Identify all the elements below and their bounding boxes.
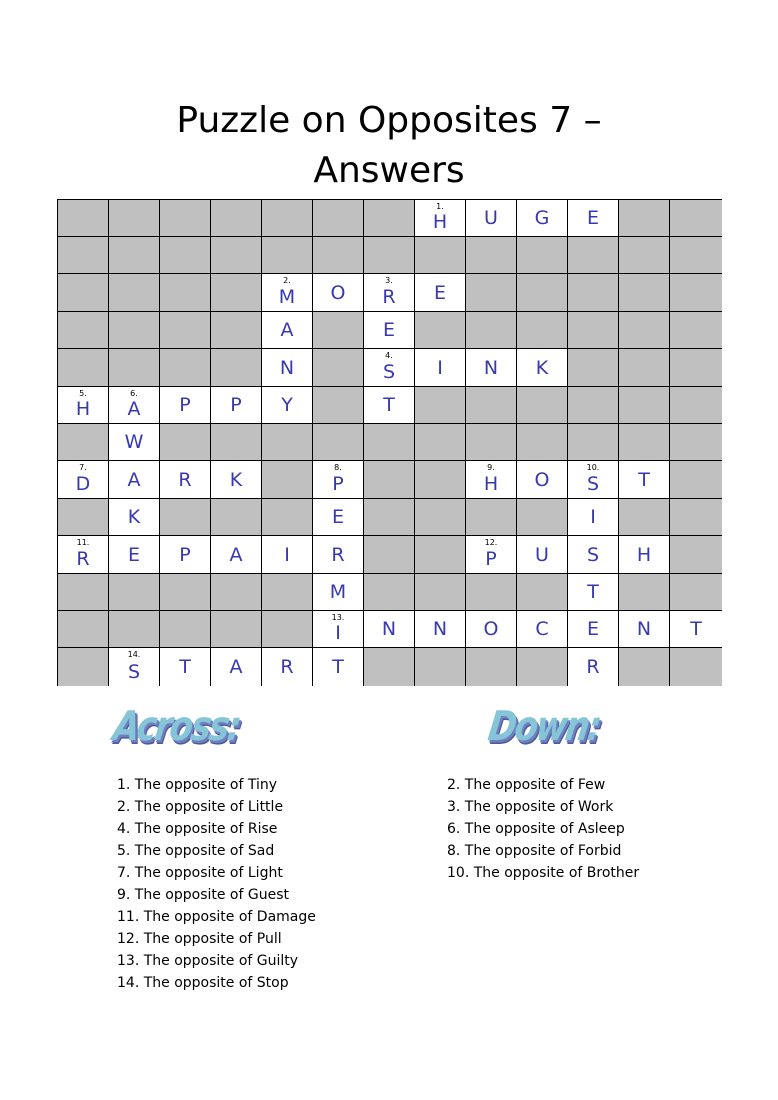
- grid-cell-open: [466, 349, 517, 387]
- grid-cell-open: [517, 536, 568, 574]
- grid-cell-open: [517, 461, 568, 499]
- answer-letter: N: [381, 618, 397, 640]
- answer-letter: I: [335, 622, 341, 644]
- answer-letter: N: [483, 356, 499, 379]
- grid-cell-blocked: [313, 424, 364, 461]
- grid-cell-blocked: [517, 387, 568, 424]
- grid-cell-blocked: [160, 574, 211, 611]
- grid-cell-blocked: [160, 200, 211, 237]
- grid-cell-open: [670, 611, 722, 648]
- answer-letter: H: [432, 211, 448, 233]
- grid-cell-blocked: [670, 387, 722, 424]
- grid-cell-open: [109, 499, 160, 536]
- answer-letter: C: [535, 618, 549, 640]
- grid-cell-blocked: [58, 237, 109, 274]
- grid-cell-open: [517, 200, 568, 237]
- grid-cell-blocked: [160, 312, 211, 349]
- grid-cell-open: [364, 274, 415, 312]
- grid-cell-open: [262, 387, 313, 424]
- grid-cell-open: [58, 387, 109, 424]
- grid-cell-blocked: [670, 349, 722, 387]
- grid-cell-blocked: [109, 611, 160, 648]
- grid-cell-open: [364, 387, 415, 424]
- grid-cell-blocked: [58, 574, 109, 611]
- grid-cell-blocked: [160, 237, 211, 274]
- answer-letter: M: [329, 581, 347, 603]
- grid-cell-blocked: [211, 424, 262, 461]
- down-clue-list: [447, 774, 639, 884]
- answer-letter: E: [382, 319, 395, 341]
- grid-cell-blocked: [670, 237, 722, 274]
- answer-letter: W: [124, 431, 144, 453]
- grid-cell-open: [109, 648, 160, 686]
- grid-cell-open: [313, 611, 364, 648]
- across-clue: 13. The opposite of Guilty: [117, 953, 299, 969]
- grid-cell-blocked: [364, 574, 415, 611]
- answer-letter: A: [229, 656, 243, 678]
- grid-cell-blocked: [517, 424, 568, 461]
- answer-letter: P: [179, 543, 191, 566]
- grid-cell-open: [466, 536, 517, 574]
- grid-cell-blocked: [109, 574, 160, 611]
- grid-cell-blocked: [619, 312, 670, 349]
- grid-cell-blocked: [568, 387, 619, 424]
- grid-cell-blocked: [109, 349, 160, 387]
- grid-cell-blocked: [364, 461, 415, 499]
- grid-cell-open: [364, 349, 415, 387]
- grid-cell-blocked: [415, 461, 466, 499]
- grid-cell-blocked: [568, 312, 619, 349]
- grid-cell-blocked: [364, 648, 415, 686]
- clue-number: 7.: [79, 463, 87, 472]
- grid-cell-blocked: [160, 274, 211, 312]
- grid-cell-open: [160, 387, 211, 424]
- grid-cell-blocked: [364, 200, 415, 237]
- grid-cell-blocked: [466, 499, 517, 536]
- answer-letter: H: [483, 473, 499, 495]
- grid-cell-open: [568, 611, 619, 648]
- answer-letter: R: [76, 548, 90, 570]
- answer-letter: T: [638, 468, 650, 491]
- grid-cell-blocked: [466, 648, 517, 686]
- answer-letter: I: [590, 506, 596, 528]
- grid-cell-open: [211, 387, 262, 424]
- grid-cell-blocked: [466, 274, 517, 312]
- answer-letter: T: [690, 618, 702, 640]
- grid-cell-open: [58, 536, 109, 574]
- grid-cell-open: [568, 648, 619, 686]
- grid-cell-open: [109, 387, 160, 424]
- grid-cell-open: [517, 611, 568, 648]
- down-clue: 10. The opposite of Brother: [447, 865, 640, 881]
- down-clue: 3. The opposite of Work: [447, 799, 614, 815]
- grid-cell-blocked: [619, 387, 670, 424]
- grid-cell-blocked: [415, 312, 466, 349]
- down-heading: Down:: [485, 703, 603, 751]
- clue-number: 10.: [586, 463, 600, 472]
- grid-cell-blocked: [160, 349, 211, 387]
- grid-cell-blocked: [364, 237, 415, 274]
- answer-letter: N: [636, 618, 652, 640]
- grid-cell-blocked: [670, 200, 722, 237]
- answer-letter: R: [280, 656, 294, 678]
- grid-cell-blocked: [262, 200, 313, 237]
- grid-cell-open: [619, 461, 670, 499]
- grid-cell-open: [313, 648, 364, 686]
- across-clue: 2. The opposite of Little: [117, 799, 284, 815]
- grid-cell-blocked: [517, 237, 568, 274]
- grid-cell-open: [466, 611, 517, 648]
- grid-cell-open: [415, 274, 466, 312]
- answer-letter: S: [382, 361, 396, 383]
- title-line-2: Answers: [313, 150, 465, 191]
- grid-cell-open: [466, 461, 517, 499]
- clue-number: 14.: [127, 650, 141, 659]
- grid-cell-blocked: [517, 499, 568, 536]
- grid-cell-open: [568, 461, 619, 499]
- grid-cell-blocked: [670, 574, 722, 611]
- clue-number: 12.: [484, 538, 498, 547]
- grid-cell-blocked: [670, 499, 722, 536]
- grid-cell-open: [568, 200, 619, 237]
- grid-cell-open: [466, 200, 517, 237]
- answer-letter: A: [229, 543, 243, 566]
- answer-letter: T: [587, 581, 599, 603]
- grid-cell-blocked: [262, 499, 313, 536]
- grid-cell-blocked: [364, 499, 415, 536]
- grid-cell-blocked: [670, 461, 722, 499]
- across-clue: 14. The opposite of Stop: [117, 975, 289, 991]
- clue-number: 9.: [487, 463, 495, 472]
- grid-cell-blocked: [313, 312, 364, 349]
- grid-cell-blocked: [211, 499, 262, 536]
- grid-cell-blocked: [568, 424, 619, 461]
- grid-cell-blocked: [211, 312, 262, 349]
- grid-cell-open: [364, 312, 415, 349]
- answer-letter: E: [127, 543, 140, 566]
- grid-cell-open: [211, 648, 262, 686]
- grid-cell-blocked: [58, 274, 109, 312]
- grid-cell-blocked: [262, 237, 313, 274]
- answer-letter: S: [586, 473, 600, 495]
- answer-letter: K: [535, 356, 549, 379]
- grid-cell-blocked: [415, 387, 466, 424]
- clue-number: 6.: [130, 389, 138, 398]
- grid-cell-blocked: [262, 611, 313, 648]
- grid-cell-blocked: [415, 237, 466, 274]
- grid-cell-open: [313, 499, 364, 536]
- down-clue: 8. The opposite of Forbid: [447, 843, 622, 859]
- grid-cell-blocked: [262, 424, 313, 461]
- grid-cell-open: [619, 611, 670, 648]
- answer-letter: S: [127, 661, 141, 683]
- answer-letter: M: [278, 286, 296, 308]
- grid-cell-blocked: [109, 312, 160, 349]
- grid-cell-blocked: [670, 648, 722, 686]
- grid-cell-blocked: [109, 237, 160, 274]
- grid-cell-blocked: [211, 237, 262, 274]
- grid-cell-blocked: [262, 461, 313, 499]
- clue-number: 5.: [79, 389, 87, 398]
- grid-cell-blocked: [211, 574, 262, 611]
- grid-cell-blocked: [619, 237, 670, 274]
- across-clue: 11. The opposite of Damage: [117, 909, 316, 925]
- grid-cell-open: [313, 274, 364, 312]
- grid-cell-open: [619, 536, 670, 574]
- grid-cell-blocked: [517, 274, 568, 312]
- grid-cell-blocked: [160, 611, 211, 648]
- grid-cell-open: [160, 536, 211, 574]
- answer-letter: H: [636, 543, 652, 566]
- clue-number: 13.: [331, 613, 345, 622]
- answer-letter: K: [229, 468, 243, 491]
- answer-letter: R: [331, 543, 345, 566]
- answer-letter: E: [331, 506, 344, 528]
- grid-cell-open: [313, 461, 364, 499]
- answer-letter: E: [586, 618, 599, 640]
- across-clue: 9. The opposite of Guest: [117, 887, 289, 903]
- grid-cell-blocked: [517, 312, 568, 349]
- grid-cell-blocked: [58, 499, 109, 536]
- answer-letter: T: [179, 656, 191, 678]
- answer-letter: O: [534, 468, 550, 491]
- grid-cell-blocked: [211, 200, 262, 237]
- answer-letter: E: [433, 281, 446, 304]
- grid-cell-blocked: [670, 536, 722, 574]
- grid-cell-open: [262, 349, 313, 387]
- clue-number: 8.: [334, 463, 342, 472]
- title-line-1: Puzzle on Opposites 7 –: [176, 100, 602, 141]
- answer-letter: P: [230, 394, 242, 416]
- answer-letter: O: [483, 618, 499, 640]
- grid-cell-blocked: [211, 611, 262, 648]
- answer-letter: R: [382, 286, 396, 308]
- grid-cell-blocked: [619, 274, 670, 312]
- grid-cell-blocked: [415, 424, 466, 461]
- grid-cell-open: [160, 461, 211, 499]
- grid-cell-open: [211, 461, 262, 499]
- across-heading: Across:: [110, 703, 243, 751]
- grid-cell-blocked: [415, 574, 466, 611]
- grid-cell-blocked: [58, 200, 109, 237]
- grid-cell-blocked: [619, 200, 670, 237]
- grid-cell-blocked: [109, 200, 160, 237]
- answer-letter: U: [535, 543, 549, 566]
- grid-cell-blocked: [670, 312, 722, 349]
- answer-letter: N: [432, 618, 448, 640]
- grid-cell-blocked: [211, 349, 262, 387]
- grid-cell-blocked: [619, 424, 670, 461]
- grid-cell-blocked: [262, 574, 313, 611]
- grid-cell-open: [415, 611, 466, 648]
- down-clue: 6. The opposite of Asleep: [447, 821, 625, 837]
- answer-letter: O: [330, 281, 346, 304]
- grid-cell-open: [568, 574, 619, 611]
- grid-cell-blocked: [466, 237, 517, 274]
- grid-cell-blocked: [568, 274, 619, 312]
- across-clue-list: [117, 774, 316, 994]
- answer-letter: U: [484, 207, 498, 229]
- grid-cell-open: [517, 349, 568, 387]
- grid-cell-blocked: [160, 424, 211, 461]
- grid-cell-blocked: [58, 312, 109, 349]
- grid-cell-blocked: [670, 424, 722, 461]
- answer-letter: I: [437, 356, 443, 379]
- grid-cell-blocked: [415, 648, 466, 686]
- grid-cell-blocked: [415, 536, 466, 574]
- grid-cell-open: [262, 648, 313, 686]
- across-clue: 5. The opposite of Sad: [117, 843, 275, 859]
- grid-cell-blocked: [517, 574, 568, 611]
- grid-cell-open: [568, 536, 619, 574]
- grid-cell-blocked: [160, 499, 211, 536]
- grid-cell-blocked: [568, 237, 619, 274]
- grid-cell-blocked: [364, 424, 415, 461]
- grid-cell-open: [415, 200, 466, 237]
- grid-cell-blocked: [517, 648, 568, 686]
- answer-letter: T: [332, 656, 344, 678]
- page-title: [0, 96, 778, 196]
- grid-cell-blocked: [58, 349, 109, 387]
- grid-cell-blocked: [670, 274, 722, 312]
- answer-letter: S: [586, 543, 600, 566]
- grid-cell-blocked: [466, 574, 517, 611]
- grid-cell-blocked: [619, 349, 670, 387]
- answer-letter: T: [383, 394, 395, 416]
- grid-cell-blocked: [313, 387, 364, 424]
- grid-cell-blocked: [109, 274, 160, 312]
- answer-letter: R: [586, 656, 600, 678]
- clue-number: 11.: [76, 538, 90, 547]
- grid-cell-open: [109, 536, 160, 574]
- grid-cell-blocked: [619, 499, 670, 536]
- grid-cell-open: [58, 461, 109, 499]
- grid-cell-blocked: [313, 237, 364, 274]
- grid-cell-blocked: [415, 499, 466, 536]
- grid-cell-open: [262, 274, 313, 312]
- answer-letter: P: [179, 394, 191, 416]
- grid-cell-open: [364, 611, 415, 648]
- answer-letter: G: [534, 207, 550, 229]
- grid-cell-blocked: [211, 274, 262, 312]
- clue-number: 2.: [283, 276, 291, 285]
- grid-cell-blocked: [466, 387, 517, 424]
- grid-cell-open: [262, 536, 313, 574]
- answer-letter: N: [279, 356, 295, 379]
- answer-letter: H: [75, 398, 91, 420]
- grid-cell-blocked: [58, 611, 109, 648]
- grid-cell-blocked: [58, 648, 109, 686]
- grid-cell-open: [109, 461, 160, 499]
- answer-letter: D: [75, 473, 91, 495]
- grid-cell-blocked: [313, 200, 364, 237]
- answer-letter: E: [586, 207, 599, 229]
- grid-cell-open: [415, 349, 466, 387]
- grid-cell-open: [313, 536, 364, 574]
- clue-number: 1.: [436, 202, 444, 211]
- across-clue: 12. The opposite of Pull: [117, 931, 282, 947]
- grid-cell-blocked: [364, 536, 415, 574]
- answer-letter: A: [127, 398, 141, 420]
- grid-cell-blocked: [58, 424, 109, 461]
- grid-cell-open: [568, 499, 619, 536]
- answer-letter: I: [284, 543, 290, 566]
- clue-number: 3.: [385, 276, 393, 285]
- answer-letter: K: [127, 506, 141, 528]
- across-clue: 4. The opposite of Rise: [117, 821, 278, 837]
- across-clue: 7. The opposite of Light: [117, 865, 283, 881]
- grid-cell-blocked: [313, 349, 364, 387]
- grid-cell-open: [109, 424, 160, 461]
- across-clue: 1. The opposite of Tiny: [117, 777, 278, 793]
- crossword-grid: [57, 199, 722, 686]
- answer-letter: P: [485, 548, 497, 570]
- answer-letter: Y: [281, 394, 293, 416]
- grid-cell-open: [160, 648, 211, 686]
- down-clue: 2. The opposite of Few: [447, 777, 606, 793]
- grid-cell-blocked: [466, 312, 517, 349]
- answer-letter: P: [332, 473, 344, 495]
- grid-cell-blocked: [466, 424, 517, 461]
- answer-letter: A: [280, 319, 294, 341]
- answer-letter: R: [178, 468, 192, 491]
- grid-cell-open: [211, 536, 262, 574]
- grid-cell-blocked: [619, 574, 670, 611]
- clue-number: 4.: [385, 351, 393, 360]
- grid-cell-blocked: [619, 648, 670, 686]
- grid-cell-open: [262, 312, 313, 349]
- answer-letter: A: [127, 468, 141, 491]
- grid-cell-blocked: [568, 349, 619, 387]
- grid-cell-open: [313, 574, 364, 611]
